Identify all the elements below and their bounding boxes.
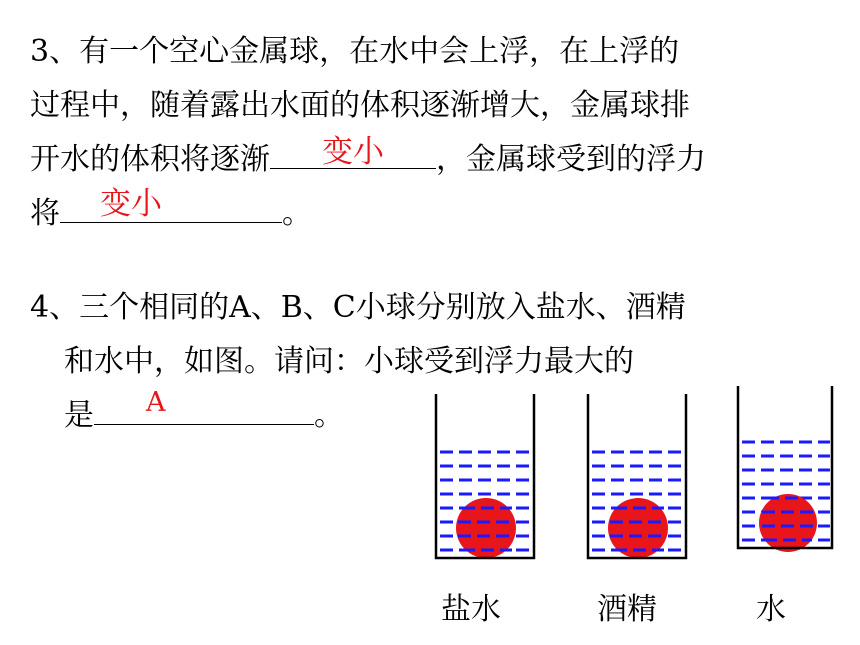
beaker-water (734, 382, 836, 552)
q4-line-3 (64, 396, 344, 436)
q4-line-2: 和水中，如图。请问：小球受到浮力最大的 (64, 344, 634, 379)
beaker-salt-water (432, 390, 538, 562)
q3-line-4-suffix: 。 (282, 196, 312, 231)
label-water: 水 (756, 592, 786, 627)
q4-line-1: 4、三个相同的A、B、C小球分别放入盐水、酒精 (30, 290, 686, 325)
q3-line-3-suffix: ，金属球受到的浮力 (436, 142, 706, 177)
q3-blank-2 (60, 196, 282, 223)
q3-line-4 (30, 194, 312, 234)
q3-line-2: 过程中，随着露出水面的体积逐渐增大，金属球排 (30, 88, 690, 123)
q3-answer-2: 变小 (100, 186, 162, 222)
ball-c (759, 494, 817, 552)
label-salt-water: 盐水 (441, 592, 501, 627)
beaker-alcohol (584, 390, 690, 562)
q3-line-1: 3、有一个空心金属球，在水中会上浮，在上浮的 (30, 34, 680, 69)
q4-answer: A (146, 387, 166, 418)
label-alcohol: 酒精 (597, 592, 657, 627)
q3-line-3-prefix: 开水的体积将逐渐 (30, 142, 270, 177)
q3-answer-1: 变小 (322, 134, 384, 170)
q4-line-3-prefix: 是 (64, 398, 94, 433)
q3-line-4-prefix: 将 (30, 196, 60, 231)
q4-blank (94, 398, 314, 425)
q4-line-3-suffix: 。 (314, 398, 344, 433)
